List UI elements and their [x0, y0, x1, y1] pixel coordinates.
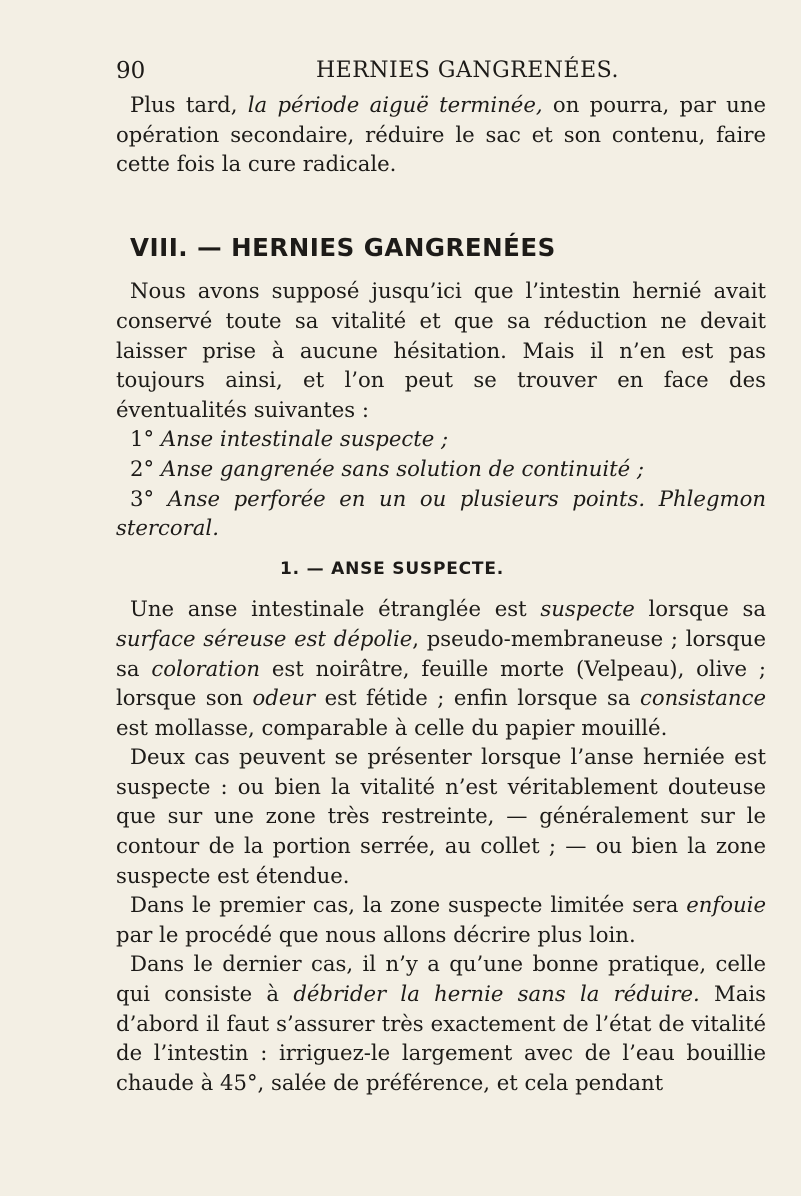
list-number: 2°: [130, 455, 161, 481]
text-run: Mais d’abord il faut s’assurer très exactement de l’état de vitalité de l’intestin : irriguez-le largement avec de l’eau bouillie chaude à 45°, salée de préférence, et cela pendant: [116, 981, 766, 1095]
text-run: est fétide ; enfin lorsque sa: [315, 685, 640, 711]
italic-text: suspecte: [540, 596, 635, 622]
page-number: 90: [116, 58, 146, 84]
list-text: Anse gangrenée sans solution de continuité ;: [160, 455, 645, 481]
text-run: est noirâtre, feuille morte (Velpeau), olive ; lorsque son: [116, 655, 766, 711]
italic-text: odeur: [252, 685, 316, 711]
list-text: Anse intestinale suspecte ;: [160, 426, 449, 452]
text-run: lorsque sa: [634, 596, 767, 622]
text-run: on pourra, par une opération secondaire, réduire le sac et son contenu, faire cette fois la cure radicale.: [116, 92, 767, 177]
text-run: par le procédé que nous allons décrire plus loin.: [116, 921, 636, 947]
list-number: 3°: [130, 485, 168, 511]
list-item: [116, 454, 766, 484]
italic-text: enfouie: [686, 892, 766, 918]
subsection-heading: 1. — ANSE SUSPECTE.: [280, 558, 504, 579]
list-item: [116, 424, 766, 454]
italic-text: surface séreuse est dépolie: [116, 625, 413, 651]
intro-paragraph: [116, 90, 766, 179]
page-body: [116, 90, 766, 1097]
section-paragraph: Nous avons supposé jusqu’ici que l’intestin hernié avait conservé toute sa vitalité et que sa réduction ne devait laisser prise à aucune hésitation. Mais il n’en est pas toujours ainsi, et l’on peut se trouver en face des éventualités suivantes :: [116, 278, 766, 422]
text-run: Plus tard,: [130, 92, 248, 117]
italic-text: consistance: [640, 685, 766, 711]
italic-text: la période aiguë terminée,: [247, 92, 543, 117]
italic-text: coloration: [151, 655, 260, 681]
running-head: [116, 58, 776, 88]
subsection-paragraph-4: [116, 949, 766, 1097]
subsection-paragraph-3: [116, 890, 766, 949]
subsection-paragraph-1: [116, 594, 766, 742]
text-run: est mollasse, comparable à celle du papier mouillé.: [116, 714, 668, 740]
italic-text: débrider la hernie sans la réduire.: [293, 981, 700, 1007]
list-item: [116, 484, 766, 543]
text-run: Une anse intestinale étranglée est: [130, 596, 541, 622]
section-heading: VIII. — HERNIES GANGRENÉES: [130, 232, 556, 262]
text-run: Dans le premier cas, la zone suspecte limitée sera: [130, 892, 687, 918]
text-run: , pseudo-membraneuse ; lorsque sa: [116, 625, 766, 681]
running-title: HERNIES GANGRENÉES.: [316, 58, 619, 83]
list-number: 1°: [130, 426, 161, 452]
text-run: Dans le dernier cas, il n’y a qu’une bonne pratique, celle qui consiste à: [116, 951, 766, 1007]
subsection-paragraph-2: Deux cas peuvent se présenter lorsque l’anse herniée est suspecte : ou bien la vitalité n’est véritablement douteuse que sur une zone très restreinte, — généralement sur le contour de la portion serrée, au collet ; — ou bien la zone suspecte est étendue.: [116, 744, 766, 888]
list-text: Anse perforée en un ou plusieurs points. Phlegmon stercoral.: [116, 485, 767, 541]
